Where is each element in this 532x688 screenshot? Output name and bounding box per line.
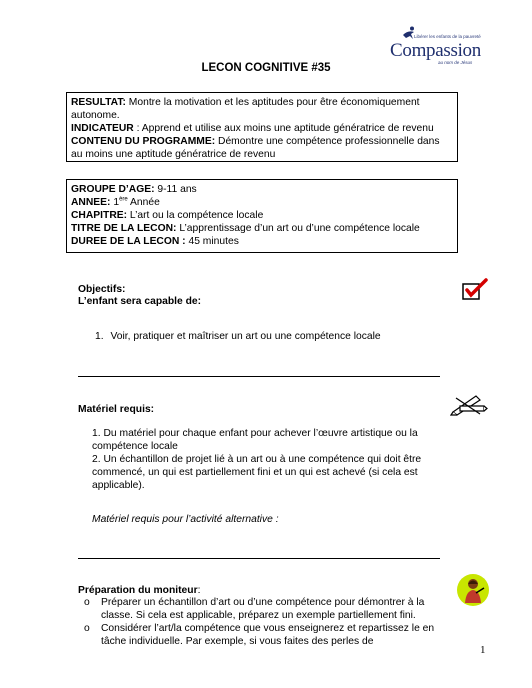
result-box xyxy=(66,92,458,162)
contenu-line xyxy=(71,135,453,161)
logo-sub: au nom de Jésus xyxy=(438,60,473,65)
duree-text: 45 minutes xyxy=(185,236,239,247)
bullet-marker: o xyxy=(84,623,90,634)
objectif-item xyxy=(95,330,381,343)
bullet-marker: o xyxy=(84,597,90,608)
page-title: LECON COGNITIVE #35 xyxy=(201,62,331,74)
materiel-heading: Matériel requis: xyxy=(78,404,155,415)
annee-sup: ère xyxy=(119,196,128,203)
page-number: 1 xyxy=(480,644,486,656)
groupe-line xyxy=(71,183,453,196)
materiel-item xyxy=(92,427,440,453)
annee-pre: 1 xyxy=(110,197,120,208)
contenu-label: CONTENU DU PROGRAMME: xyxy=(71,136,216,147)
titre-line xyxy=(71,222,453,235)
preparation-item xyxy=(78,622,446,648)
contenu-text: Démontre une compétence professionnelle dans au moins une aptitude génératrice de revenu xyxy=(71,136,440,160)
indicateur-line xyxy=(71,122,453,135)
preparation-list xyxy=(78,596,446,648)
teacher-icon xyxy=(456,573,490,607)
resultat-label: RESULTAT: xyxy=(71,97,126,108)
resultat-line xyxy=(71,96,453,122)
preparation-item-text: Préparer un échantillon d’art ou d’une compétence pour démontrer à la classe. Si cela est applicable, préparez un exemple partiellement fini. xyxy=(101,597,425,621)
materiel-item-num: 1. xyxy=(92,428,101,439)
materiel-list xyxy=(92,427,440,492)
groupe-text: 9-11 ans xyxy=(154,184,197,195)
annee-line xyxy=(71,196,453,209)
chapitre-line xyxy=(71,209,453,222)
materiel-item xyxy=(92,453,440,492)
indicateur-text: : Apprend et utilise aux moins une aptitude génératrice de revenu xyxy=(133,123,434,134)
checkbox-check-icon xyxy=(462,278,488,302)
groupe-label: GROUPE D’AGE: xyxy=(71,184,155,195)
duree-line xyxy=(71,235,453,248)
logo-tagline: Libérer les enfants de la pauvreté xyxy=(414,34,481,39)
chapitre-label: CHAPITRE: xyxy=(71,210,128,221)
materiel-item-text: Un échantillon de projet lié à un art ou à une compétence qui doit être commencé, un qui est partiellement fini et un qui est achevé (si cela est applicable). xyxy=(92,454,422,491)
annee-post: Année xyxy=(127,197,160,208)
annee-label: ANNEE: xyxy=(71,197,111,208)
titre-text: L’apprentissage d’un art ou d’une compétence locale xyxy=(176,223,420,234)
objectifs-heading: Objectifs: xyxy=(78,284,126,295)
pencils-icon xyxy=(450,392,488,416)
section-divider xyxy=(78,558,440,559)
materiel-item-num: 2. xyxy=(92,454,101,465)
objectif-item-num: 1. xyxy=(95,331,104,342)
titre-label: TITRE DE LA LECON: xyxy=(71,223,177,234)
materiel-alternative: Matériel requis pour l’activité alternative : xyxy=(92,514,279,525)
logo-name: Compassion xyxy=(390,40,481,61)
objectif-item-text: Voir, pratiquer et maîtriser un art ou une compétence locale xyxy=(110,331,381,342)
lesson-info-box xyxy=(66,179,458,253)
resultat-text: Montre la motivation et les aptitudes pour être économiquement autonome. xyxy=(71,97,420,121)
section-divider xyxy=(78,376,440,377)
materiel-item-text: Du matériel pour chaque enfant pour achever l’œuvre artistique ou la compétence locale xyxy=(92,428,418,452)
indicateur-label: INDICATEUR xyxy=(71,123,134,134)
objectifs-subheading: L’enfant sera capable de: xyxy=(78,296,202,307)
preparation-colon: : xyxy=(197,585,201,596)
preparation-heading: Préparation du moniteur xyxy=(78,585,198,596)
preparation-item xyxy=(78,596,446,622)
duree-label: DUREE DE LA LECON : xyxy=(71,236,186,247)
preparation-item-text: Considérer l’art/la compétence que vous enseignerez et repartissez le en tâche individuelle. Par exemple, si vous faites des perles de xyxy=(101,623,435,647)
chapitre-text: L’art ou la compétence locale xyxy=(127,210,264,221)
